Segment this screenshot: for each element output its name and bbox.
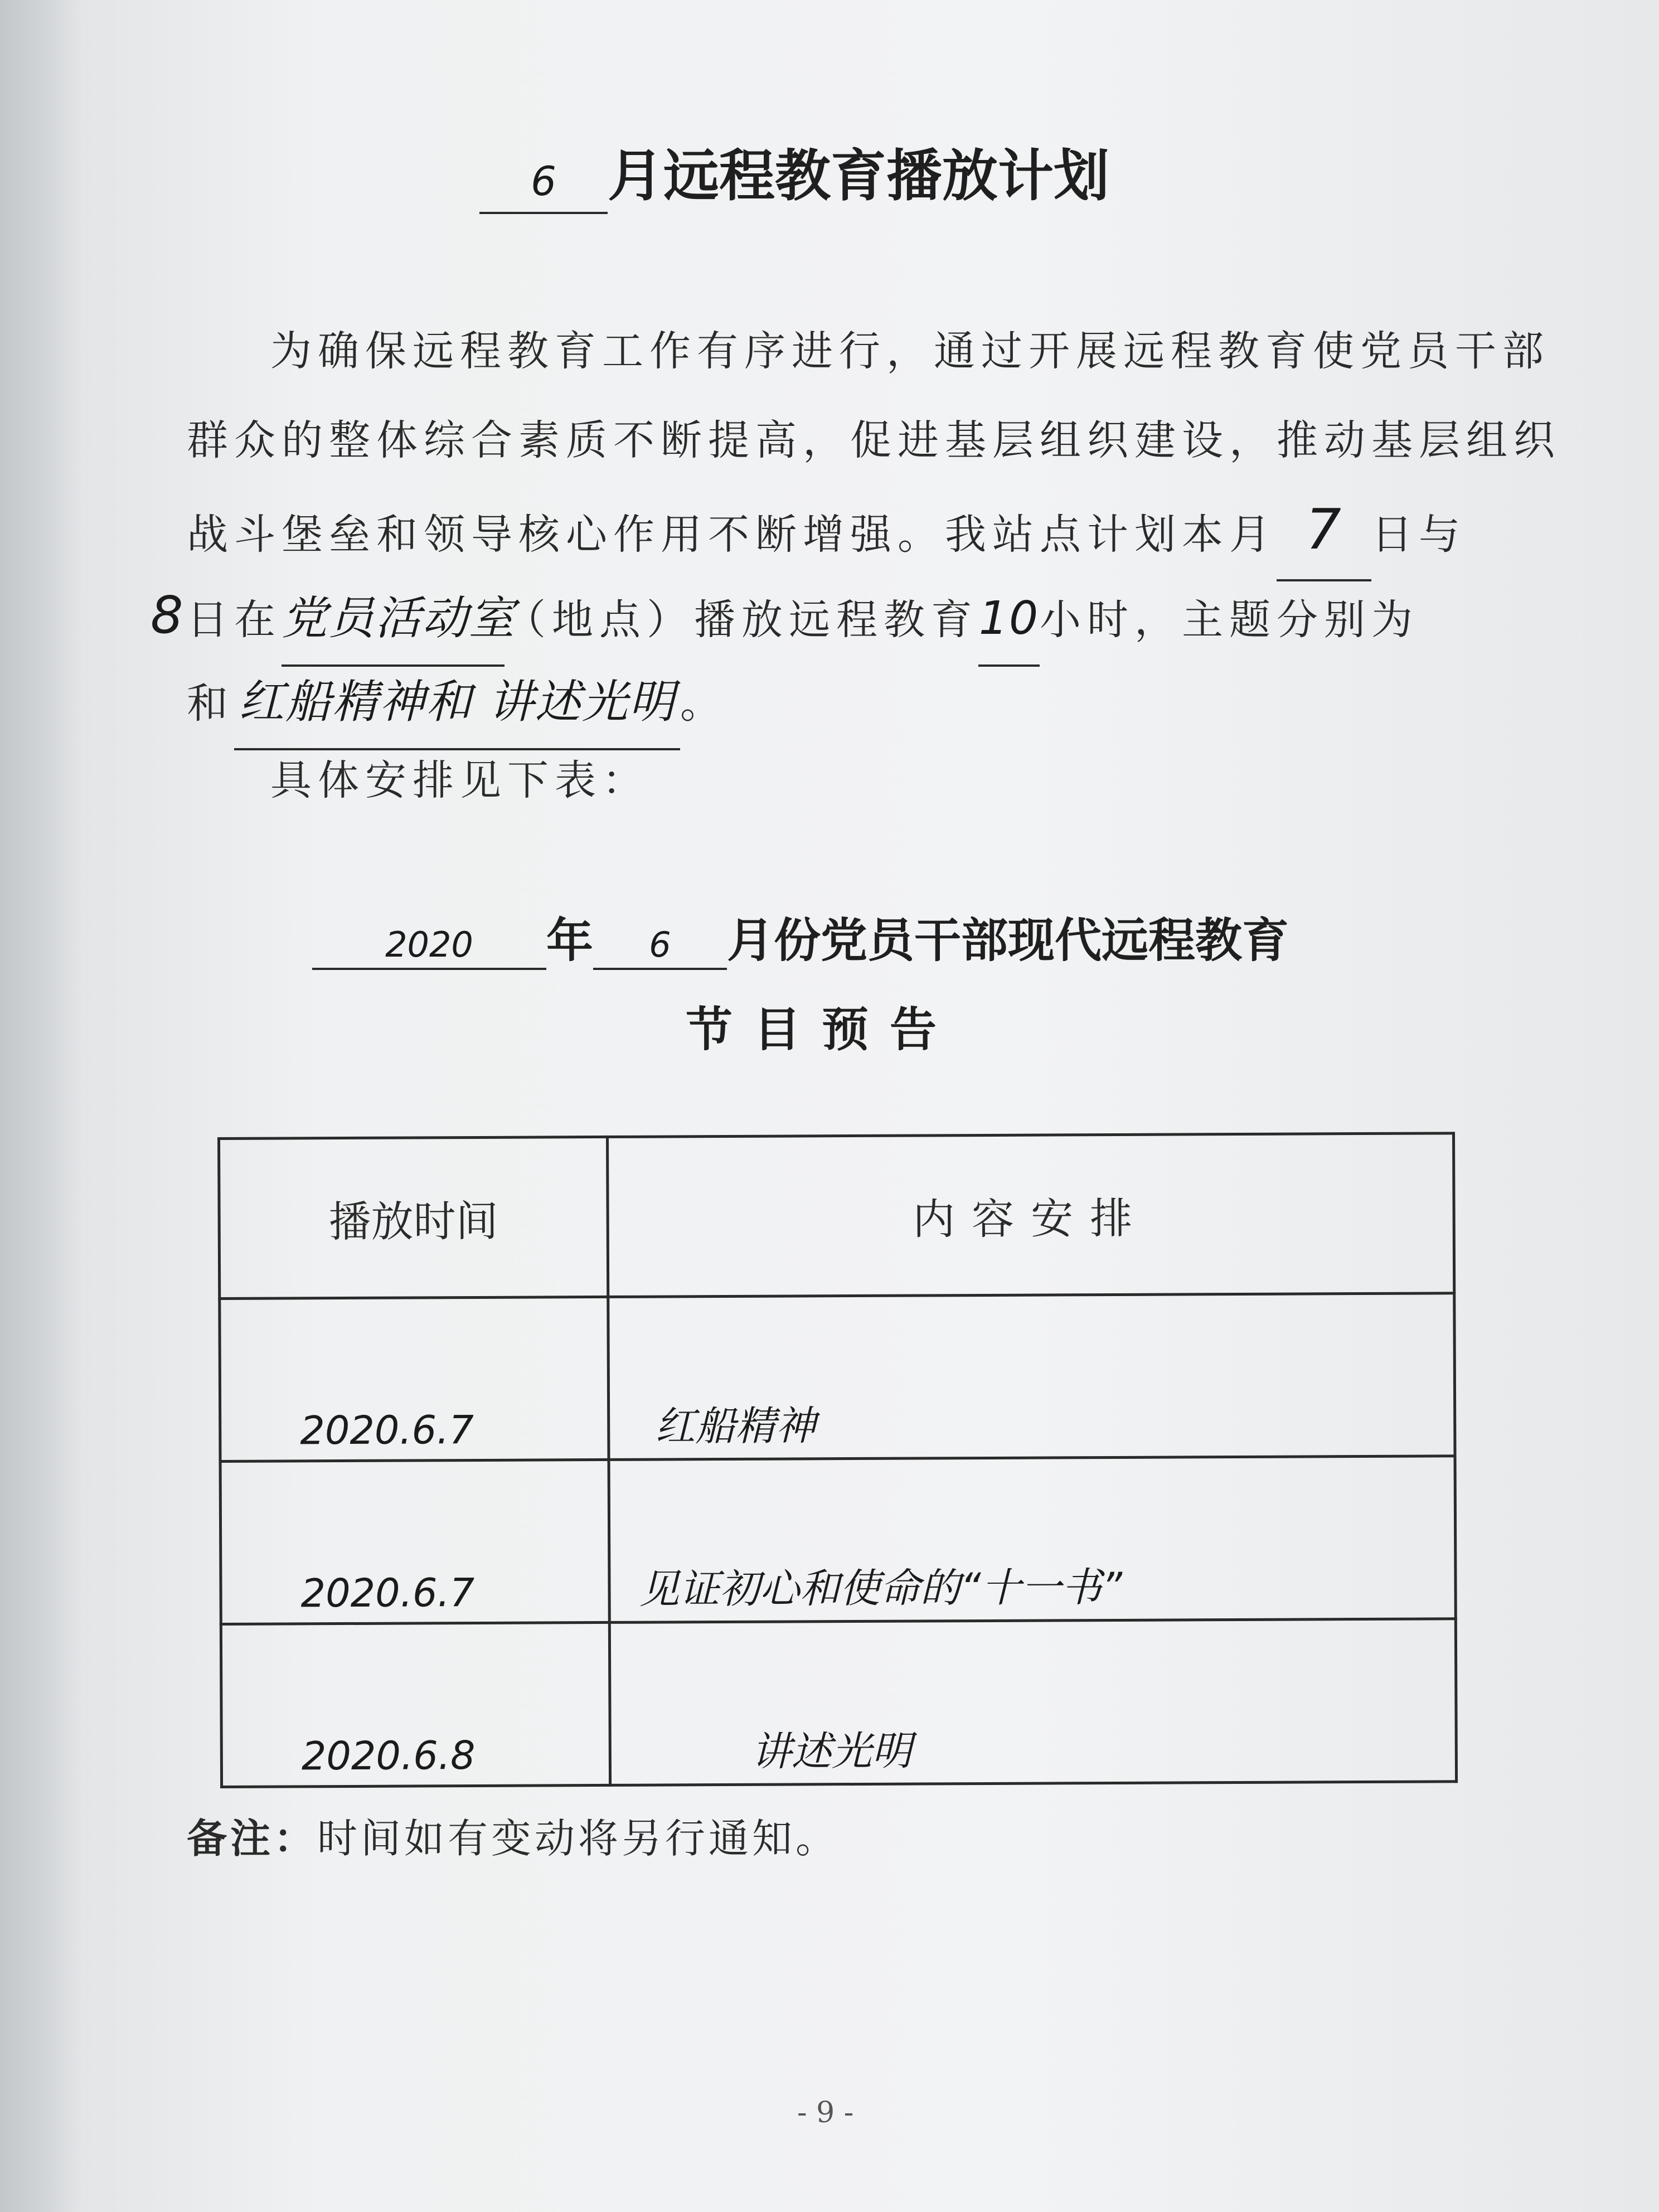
table-row: [221, 1619, 1456, 1787]
footnote-text: 时间如有变动将另行通知。: [317, 1815, 840, 1862]
intro-line-4: [187, 574, 1486, 667]
intro-line-3-suffix: 日与: [1371, 511, 1466, 559]
title-text: 月远程教育播放计划: [608, 143, 1109, 208]
schedule-month-blank: [593, 913, 727, 970]
page-number: - 9 -: [797, 2096, 854, 2129]
footnote-label: 备注：: [187, 1815, 318, 1862]
intro-line-4-b: （地点）播放远程教育: [505, 596, 978, 644]
row-content: 见证初心和使命的“十一书”: [639, 1563, 1123, 1613]
year-label: 年: [546, 913, 594, 968]
row-content-cell: [608, 1293, 1455, 1460]
location-handwritten: 党员活动室: [282, 592, 516, 645]
row-content: 讲述光明: [751, 1727, 913, 1775]
year-blank: [312, 913, 546, 970]
day-handwritten: 7: [1306, 497, 1342, 562]
header-time: 播放时间: [219, 1137, 608, 1298]
hours-handwritten: 10: [978, 592, 1040, 645]
title-month-handwritten: 6: [531, 158, 556, 205]
schedule-title: [312, 903, 1289, 971]
schedule-title-rest: 月份党员干部现代远程教育: [727, 913, 1289, 968]
footnote: [187, 1806, 839, 1864]
row-time-cell: [220, 1297, 609, 1461]
intro-line-3-prefix: 战斗堡垒和领导核心作用不断增强。我站点计划本月: [187, 511, 1277, 559]
row-content: 红船精神: [655, 1402, 816, 1450]
row-time: 2020.6.7: [300, 1569, 475, 1617]
year-handwritten: 2020: [385, 924, 473, 965]
day-blank: [1277, 485, 1371, 581]
row-time-cell: [220, 1459, 609, 1624]
intro-line-5-end: 。: [680, 680, 727, 727]
schedule-month-handwritten: 6: [649, 924, 671, 965]
header-content: 内容安排: [608, 1133, 1454, 1297]
row-time-cell: [221, 1622, 610, 1787]
schedule-table: [217, 1132, 1458, 1788]
book-spine-shadow: [0, 0, 84, 2212]
row-time: 2020.6.8: [301, 1732, 476, 1779]
intro-line-4-a: 日在: [187, 596, 282, 644]
hours-blank: [978, 574, 1040, 667]
page-title: [479, 131, 1109, 214]
intro-line-2: 群众的整体综合素质不断提高，促进基层组织建设，推动基层组织: [187, 416, 1561, 464]
row-content-cell: [609, 1456, 1456, 1623]
table-row: [220, 1456, 1456, 1624]
margin-day-handwritten: 8: [151, 585, 183, 645]
intro-line-6: 具体安排见下表：: [270, 756, 649, 804]
location-blank: [282, 574, 516, 667]
intro-line-5-a: 和: [187, 680, 234, 727]
intro-line-3: [187, 485, 1486, 581]
row-content-cell: [609, 1619, 1456, 1786]
intro-line-4-c: 小时，主题分别为: [1040, 596, 1419, 644]
table-row: [220, 1293, 1455, 1462]
table-header-row: [219, 1133, 1454, 1299]
title-month-blank: [479, 145, 608, 214]
topics-handwritten: 红船精神和 讲述光明: [238, 676, 676, 729]
row-time: 2020.6.7: [300, 1406, 474, 1454]
schedule-subtitle: 节目预告: [686, 1002, 958, 1057]
intro-line-1: 为确保远程教育工作有序进行，通过开展远程教育使党员干部: [270, 327, 1550, 375]
